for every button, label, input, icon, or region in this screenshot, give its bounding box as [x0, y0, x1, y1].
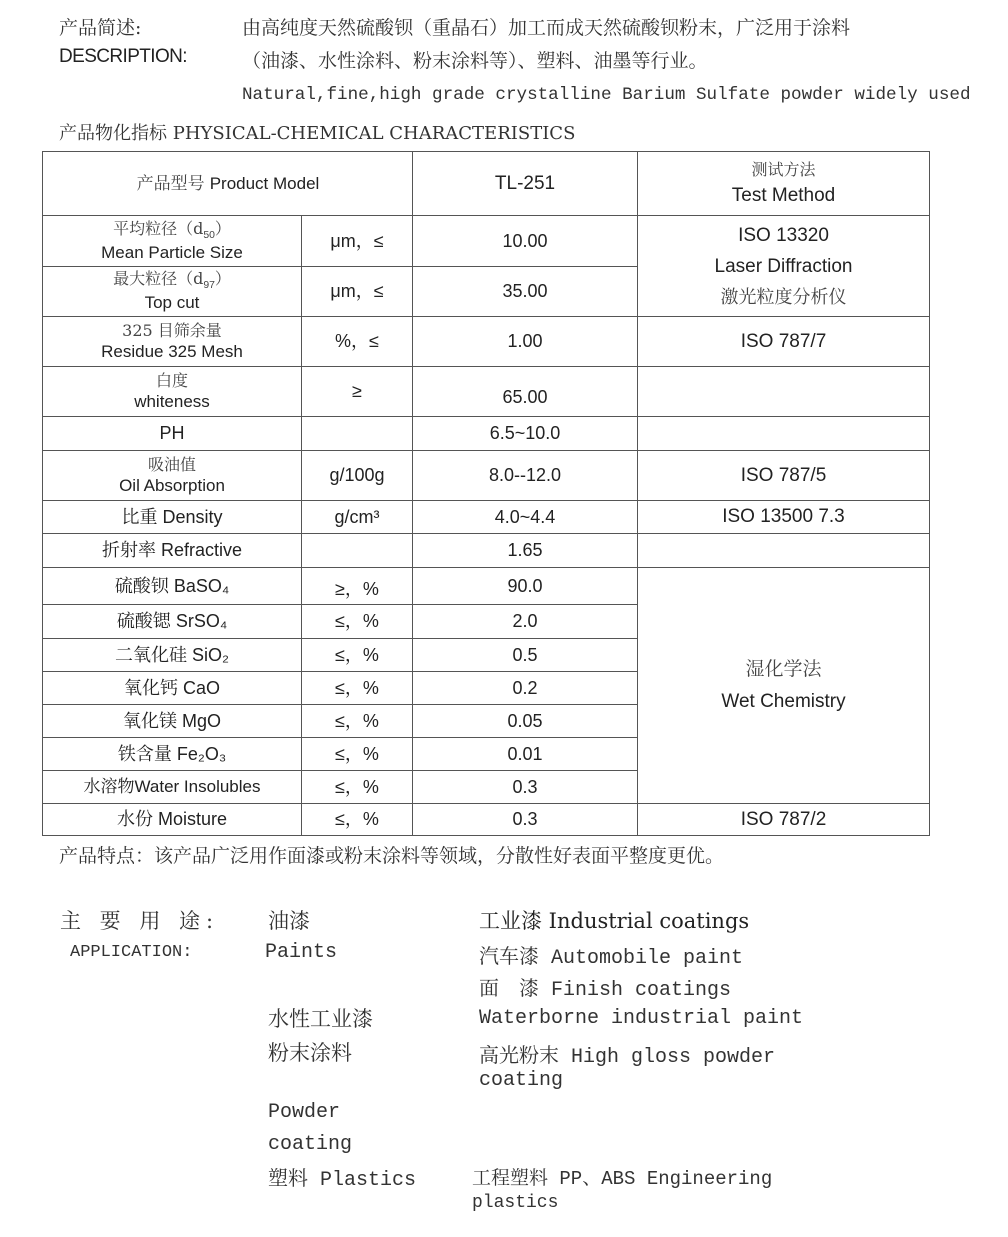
row-sio2-value: 0.5 — [512, 644, 538, 665]
row-moisture-unit: ≤，% — [335, 809, 379, 830]
row-whiteness-value: 65.00 — [502, 387, 548, 408]
app-industrial-coatings: 工业漆 Industrial coatings — [479, 909, 750, 933]
row-fe2o3-unit: ≤，% — [335, 743, 379, 764]
app-powder-coating-cn: 粉末涂料 — [268, 1041, 352, 1065]
row-residue-unit: %，≤ — [335, 331, 379, 352]
app-engineering-plastics: 工程塑料 PP、ABS Engineering — [472, 1168, 773, 1190]
description-text-cn-1: 由高纯度天然硫酸钡（重晶石）加工而成天然硫酸钡粉末，广泛用于涂料 — [242, 17, 851, 39]
header-product-model-label: 产品型号 Product Model — [136, 174, 320, 195]
row-mgo-unit: ≤，% — [335, 710, 379, 731]
row-moisture-method: ISO 787/2 — [740, 808, 827, 830]
row-top-cut-unit: μm，≤ — [330, 281, 384, 302]
row-mgo-value: 0.05 — [507, 710, 543, 731]
row-mean-particle-unit: μm，≤ — [330, 230, 384, 251]
row-water-insolubles-unit: ≤，% — [335, 776, 379, 797]
row-refractive-name: 折射率 Refractive — [101, 540, 243, 561]
spec-table — [42, 151, 930, 836]
row-water-insolubles-name: 水溶物Water Insolubles — [83, 777, 261, 797]
app-paints-en: Paints — [265, 941, 338, 964]
row-mean-particle-value: 10.00 — [502, 230, 548, 251]
row-baso4-value: 90.0 — [507, 575, 543, 596]
row-oil-absorption-method: ISO 787/5 — [740, 464, 827, 486]
row-baso4-unit: ≥，% — [335, 578, 379, 599]
row-mean-particle-name: 平均粒径$(d_{50})$ Mean Particle Size — [101, 218, 243, 262]
row-density-unit: g/cm³ — [334, 506, 380, 527]
row-whiteness-name: 白度 whiteness — [134, 370, 210, 411]
app-finish-coatings: 面 漆 Finish coatings — [479, 979, 732, 1002]
header-model-value: TL-251 — [494, 173, 556, 195]
app-powder-en-1: Powder — [268, 1101, 341, 1124]
row-ph-name: PH — [159, 423, 185, 444]
row-oil-absorption-name: 吸油值 Oil Absorption — [119, 454, 225, 495]
row-water-insolubles-value: 0.3 — [512, 776, 538, 797]
description-label-cn: 产品简述: — [59, 17, 142, 39]
row-oil-absorption-unit: g/100g — [329, 465, 385, 486]
row-sio2-unit: ≤，% — [335, 644, 379, 665]
row-density-value: 4.0~4.4 — [494, 506, 556, 527]
row-top-cut-name: 最大粒径$(d_{97})$ Top cut — [113, 269, 231, 313]
description-label-en: DESCRIPTION: — [59, 46, 187, 67]
header-test-method: 测试方法 Test Method — [731, 160, 836, 207]
row-whiteness-unit: ≥ — [352, 381, 362, 402]
app-automobile-paint: 汽车漆 Automobile paint — [479, 947, 744, 970]
app-high-gloss-powder-cont: coating — [479, 1069, 564, 1092]
row-srso4-unit: ≤，% — [335, 611, 379, 632]
row-residue-method: ISO 787/7 — [740, 330, 827, 352]
row-mgo-name: 氧化镁 MgO — [122, 710, 221, 731]
row-baso4-name: 硫酸钡 BaSO₄ — [114, 575, 230, 596]
application-label-cn: 主 要 用 途: — [60, 909, 220, 933]
app-powder-en-2: coating — [268, 1133, 353, 1156]
row-moisture-value: 0.3 — [512, 809, 538, 830]
row-top-cut-value: 35.00 — [502, 281, 548, 302]
row-fe2o3-name: 铁含量 Fe₂O₃ — [117, 743, 227, 764]
description-text-cn-2: （油漆、水性涂料、粉末涂料等）、塑料、油墨等行业。 — [242, 50, 708, 72]
row-density-name: 比重 Density — [121, 506, 223, 527]
app-waterborne-cn: 水性工业漆 — [268, 1007, 373, 1031]
row-moisture-name: 水份 Moisture — [116, 809, 228, 830]
row-refractive-value: 1.65 — [507, 540, 543, 561]
app-plastics: 塑料 Plastics — [268, 1169, 417, 1192]
application-label-en: APPLICATION: — [70, 943, 193, 962]
app-high-gloss-powder: 高光粉末 High gloss powder — [479, 1046, 776, 1069]
row-cao-unit: ≤，% — [335, 677, 379, 698]
wet-chemistry-method: 湿化学法 Wet Chemistry — [721, 658, 846, 712]
row-srso4-name: 硫酸锶 SrSO₄ — [116, 611, 228, 632]
row-sio2-name: 二氧化硅 SiO₂ — [115, 644, 229, 665]
row-srso4-value: 2.0 — [512, 611, 538, 632]
app-engineering-plastics-cont: plastics — [472, 1193, 559, 1213]
row-cao-value: 0.2 — [512, 677, 538, 698]
characteristics-title: 产品物化指标 PHYSICAL-CHEMICAL CHARACTERISTICS — [59, 123, 576, 144]
row-residue-value: 1.00 — [507, 331, 543, 352]
product-features: 产品特点：该产品广泛用作面漆或粉末涂料等领域，分散性好表面平整度更优。 — [59, 845, 725, 867]
row-oil-absorption-value: 8.0--12.0 — [488, 465, 562, 486]
row-ph-value: 6.5~10.0 — [489, 423, 561, 444]
row-fe2o3-value: 0.01 — [507, 743, 543, 764]
laser-diffraction-method: ISO 13320 Laser Diffraction 激光粒度分析仪 — [714, 224, 853, 308]
app-paints-cn: 油漆 — [268, 909, 310, 933]
row-density-method: ISO 13500 7.3 — [722, 506, 845, 528]
app-waterborne-item: Waterborne industrial paint — [479, 1007, 804, 1030]
row-cao-name: 氧化钙 CaO — [123, 677, 220, 698]
description-text-en: Natural,fine,high grade crystalline Barium Sulfate powder widely used — [242, 85, 971, 105]
row-residue-name: 325 目筛余量 Residue 325 Mesh — [101, 320, 243, 361]
